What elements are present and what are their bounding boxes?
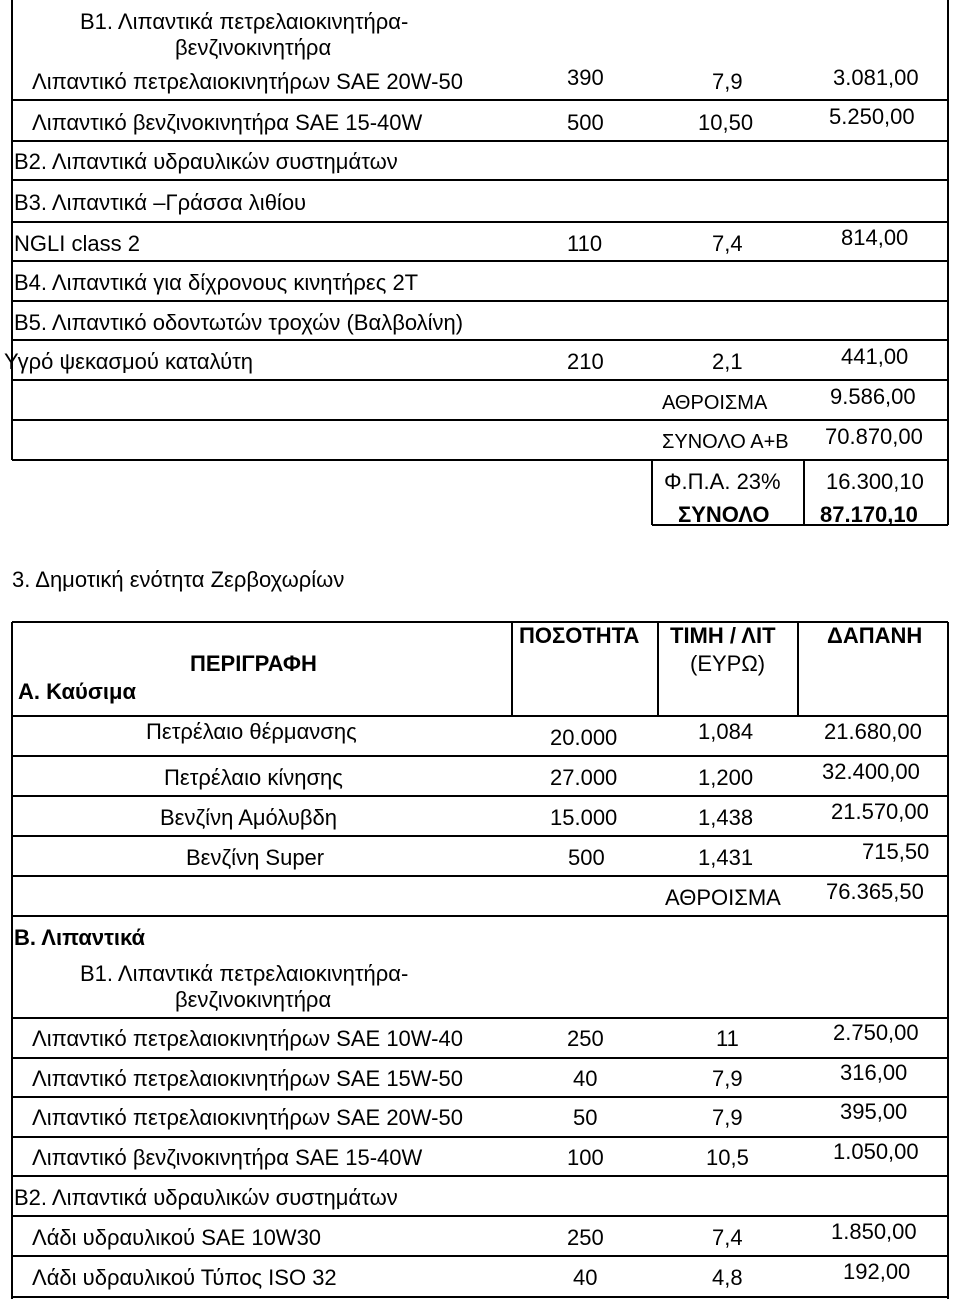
b1-heading-bottom-line2: βενζινοκινητήρα <box>175 987 332 1012</box>
row-desc: Πετρέλαιο θέρμανσης <box>146 719 357 744</box>
row-qty: 40 <box>573 1066 598 1091</box>
row-qty: 110 <box>567 231 603 256</box>
b1-heading-bottom-line1: Β1. Λιπαντικά πετρελαιοκινητήρα- <box>80 961 409 986</box>
row-cost: 316,00 <box>840 1060 908 1085</box>
header-quantity: ΠΟΣΟΤΗΤΑ <box>519 623 640 648</box>
b2-heading-bottom: Β2. Λιπαντικά υδραυλικών συστημάτων <box>14 1185 398 1210</box>
fuel-sum-value: 76.365,50 <box>826 879 924 904</box>
total-ab-value: 70.870,00 <box>825 424 923 449</box>
row-desc: Λάδι υδραυλικού Τύπος ISO 32 <box>32 1265 337 1290</box>
row-qty: 50 <box>573 1105 598 1130</box>
grand-total-label: ΣΥΝΟΛΟ <box>678 502 770 527</box>
vat-label: Φ.Π.Α. 23% <box>664 469 781 494</box>
header-price-line2: (ΕΥΡΩ) <box>690 651 766 676</box>
header-price-line1: ΤΙΜΗ / ΛΙΤ <box>670 623 776 648</box>
total-ab-label: ΣΥΝΟΛΟ Α+Β <box>662 431 789 453</box>
b2-heading-top: Β2. Λιπαντικά υδραυλικών συστημάτων <box>14 149 398 174</box>
row-price: 7,4 <box>712 231 743 256</box>
grand-total-value: 87.170,10 <box>820 502 918 527</box>
b5-heading: Β5. Λιπαντικό οδοντωτών τροχών (Βαλβολίνη) <box>14 310 464 335</box>
row-price: 10,5 <box>706 1145 749 1170</box>
row-cost: 2.750,00 <box>833 1020 919 1045</box>
row-qty: 15.000 <box>550 805 618 830</box>
row-desc: Λιπαντικό πετρελαιοκινητήρων SAE 20W-50 <box>32 69 463 94</box>
row-desc: Λιπαντικό πετρελαιοκινητήρων SAE 20W-50 <box>32 1105 463 1130</box>
row-desc: Πετρέλαιο κίνησης <box>164 765 343 790</box>
row-price: 4,8 <box>712 1265 743 1290</box>
row-cost: 21.680,00 <box>824 719 922 744</box>
row-qty: 250 <box>567 1026 604 1051</box>
row-cost: 441,00 <box>841 344 909 369</box>
row-cost: 5.250,00 <box>829 104 915 129</box>
row-cost: 32.400,00 <box>822 759 920 784</box>
row-price: 11 <box>716 1026 739 1051</box>
vat-value: 16.300,10 <box>826 469 924 494</box>
row-price: 1,200 <box>698 765 754 790</box>
row-price: 1,438 <box>698 805 754 830</box>
row-price: 7,9 <box>712 1066 743 1091</box>
fuel-sum-label: ΑΘΡΟΙΣΜΑ <box>665 885 781 910</box>
row-cost: 715,50 <box>862 839 930 864</box>
b4-heading: Β4. Λιπαντικά για δίχρονους κινητήρες 2Τ <box>14 270 419 295</box>
b3-heading: Β3. Λιπαντικά –Γράσσα λιθίου <box>14 190 307 215</box>
row-qty: 500 <box>568 845 605 870</box>
row-price: 1,431 <box>698 845 754 870</box>
row-desc: Υγρό ψεκασμού καταλύτη <box>4 349 254 374</box>
row-price: 1,084 <box>698 719 754 744</box>
row-desc: Λάδι υδραυλικού SAE 10W30 <box>32 1225 322 1250</box>
row-qty: 100 <box>567 1145 604 1170</box>
row-cost: 814,00 <box>841 225 909 250</box>
row-qty: 250 <box>567 1225 604 1250</box>
row-price: 7,4 <box>712 1225 743 1250</box>
header-description: ΠΕΡΙΓΡΑΦΗ <box>190 651 317 676</box>
row-cost: 1.850,00 <box>831 1219 917 1244</box>
row-cost: 395,00 <box>840 1099 908 1124</box>
row-desc: Λιπαντικό πετρελαιοκινητήρων SAE 10W-40 <box>32 1026 463 1051</box>
row-desc: Βενζίνη Αμόλυβδη <box>160 805 338 830</box>
b-lubricants-heading: Β. Λιπαντικά <box>14 925 146 950</box>
row-qty: 500 <box>567 110 604 135</box>
row-cost: 1.050,00 <box>833 1139 919 1164</box>
a-fuels-heading: Α. Καύσιμα <box>18 679 136 704</box>
row-desc: Λιπαντικό βενζινοκινητήρα SAE 15-40W <box>32 110 423 135</box>
row-desc: NGLI class 2 <box>14 231 140 256</box>
row-qty: 210 <box>567 349 604 374</box>
section-title: 3. Δημοτική ενότητα Ζερβοχωρίων <box>12 567 345 592</box>
header-cost: ΔΑΠΑΝΗ <box>827 623 923 648</box>
row-price: 7,9 <box>712 69 743 94</box>
row-cost: 192,00 <box>843 1259 911 1284</box>
row-desc: Βενζίνη Super <box>186 845 325 870</box>
row-price: 7,9 <box>712 1105 743 1130</box>
row-price: 2,1 <box>712 349 743 374</box>
row-cost: 21.570,00 <box>831 799 929 824</box>
row-cost: 3.081,00 <box>833 65 919 90</box>
row-price: 10,50 <box>698 110 754 135</box>
row-qty: 20.000 <box>550 725 618 750</box>
sum-value: 9.586,00 <box>830 384 916 409</box>
row-desc: Λιπαντικό βενζινοκινητήρα SAE 15-40W <box>32 1145 423 1170</box>
b1-heading-top-line2: βενζινοκινητήρα <box>175 35 332 60</box>
row-qty: 40 <box>573 1265 598 1290</box>
row-desc: Λιπαντικό πετρελαιοκινητήρων SAE 15W-50 <box>32 1066 463 1091</box>
b1-heading-top-line1: Β1. Λιπαντικά πετρελαιοκινητήρα- <box>80 9 409 34</box>
row-qty: 390 <box>567 65 604 90</box>
row-qty: 27.000 <box>550 765 618 790</box>
sum-label: ΑΘΡΟΙΣΜΑ <box>662 392 768 414</box>
